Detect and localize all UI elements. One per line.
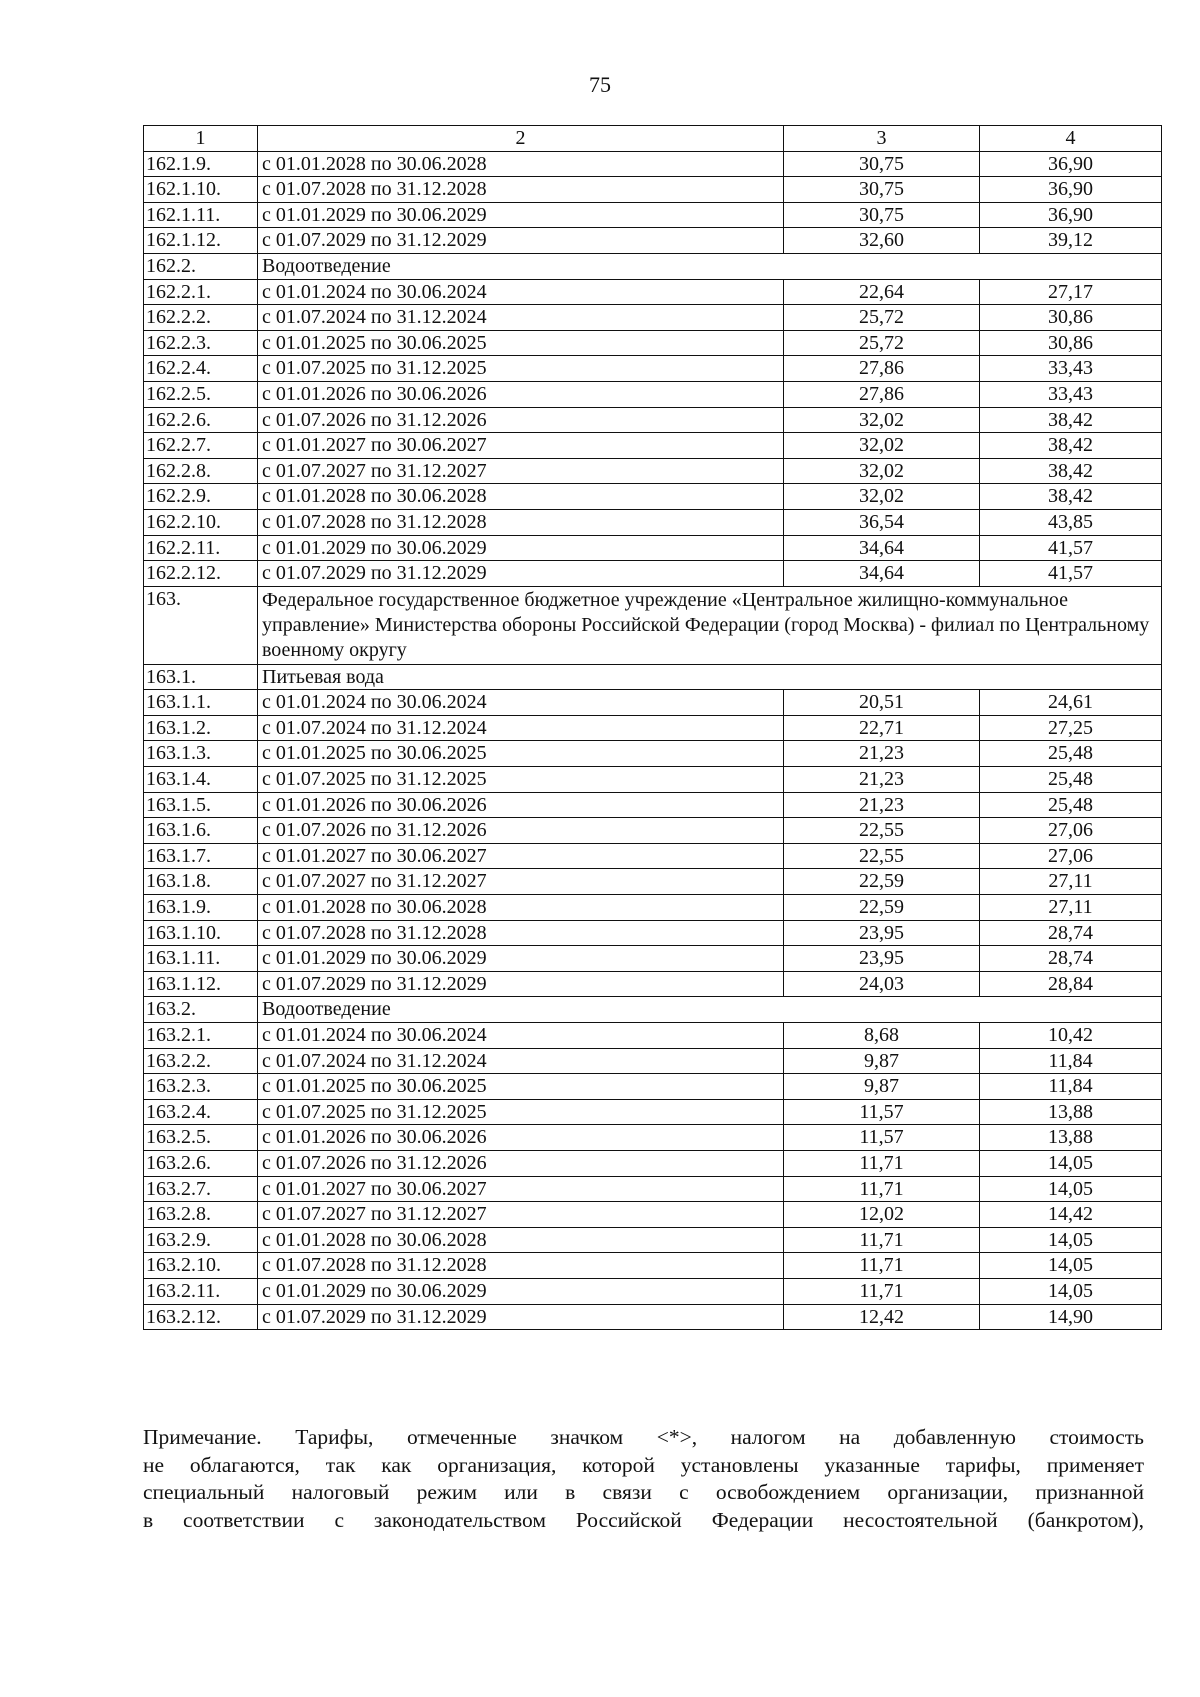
- tariff-value-cell: 20,51: [784, 690, 980, 716]
- tariff-value-cell: 30,75: [784, 177, 980, 203]
- tariff-value-cell: 25,72: [784, 330, 980, 356]
- table-row: [144, 1202, 1162, 1228]
- tariff-vat-value-cell: 28,74: [980, 946, 1162, 972]
- section-row: [144, 586, 1162, 664]
- row-number-cell: 163.2.12.: [144, 1304, 258, 1330]
- table-row: [144, 1125, 1162, 1151]
- tariff-vat-value-cell: 13,88: [980, 1125, 1162, 1151]
- period-cell: с 01.07.2028 по 31.12.2028: [258, 920, 784, 946]
- tariff-value-cell: 11,71: [784, 1150, 980, 1176]
- tariff-value-cell: 30,75: [784, 151, 980, 177]
- header-cell: 3: [784, 126, 980, 152]
- table-row: [144, 433, 1162, 459]
- tariff-vat-value-cell: 33,43: [980, 381, 1162, 407]
- page-number: 75: [589, 72, 611, 97]
- table-row: [144, 920, 1162, 946]
- tariff-value-cell: 27,86: [784, 381, 980, 407]
- table-row: [144, 869, 1162, 895]
- tariff-vat-value-cell: 38,42: [980, 458, 1162, 484]
- tariff-value-cell: 32,02: [784, 458, 980, 484]
- tariff-value-cell: 32,02: [784, 407, 980, 433]
- tariff-vat-value-cell: 27,17: [980, 279, 1162, 305]
- tariff-value-cell: 11,57: [784, 1099, 980, 1125]
- period-cell: с 01.07.2024 по 31.12.2024: [258, 305, 784, 331]
- table-row: [144, 330, 1162, 356]
- period-cell: с 01.07.2024 по 31.12.2024: [258, 715, 784, 741]
- row-number-cell: 162.2.12.: [144, 561, 258, 587]
- tariff-value-cell: 21,23: [784, 741, 980, 767]
- period-cell: с 01.07.2029 по 31.12.2029: [258, 971, 784, 997]
- tariff-value-cell: 32,02: [784, 484, 980, 510]
- row-number-cell: 163.1.9.: [144, 895, 258, 921]
- period-cell: с 01.07.2026 по 31.12.2026: [258, 818, 784, 844]
- row-number-cell: 162.2.9.: [144, 484, 258, 510]
- row-number-cell: 163.2.2.: [144, 1048, 258, 1074]
- period-cell: с 01.01.2029 по 30.06.2029: [258, 946, 784, 972]
- tariff-vat-value-cell: 25,48: [980, 767, 1162, 793]
- period-cell: с 01.01.2029 по 30.06.2029: [258, 202, 784, 228]
- row-number-cell: 163.: [144, 586, 258, 664]
- period-cell: с 01.01.2024 по 30.06.2024: [258, 690, 784, 716]
- table-row: [144, 458, 1162, 484]
- tariff-vat-value-cell: 14,05: [980, 1227, 1162, 1253]
- tariff-value-cell: 34,64: [784, 535, 980, 561]
- period-cell: с 01.01.2024 по 30.06.2024: [258, 279, 784, 305]
- table-row: [144, 1176, 1162, 1202]
- tariff-value-cell: 22,55: [784, 843, 980, 869]
- table-row: [144, 1227, 1162, 1253]
- table-row: [144, 946, 1162, 972]
- tariff-value-cell: 11,71: [784, 1176, 980, 1202]
- row-number-cell: 163.2.5.: [144, 1125, 258, 1151]
- tariff-value-cell: 36,54: [784, 509, 980, 535]
- period-cell: с 01.07.2029 по 31.12.2029: [258, 228, 784, 254]
- tariff-vat-value-cell: 14,05: [980, 1150, 1162, 1176]
- row-number-cell: 163.1.5.: [144, 792, 258, 818]
- row-number-cell: 163.1.7.: [144, 843, 258, 869]
- row-number-cell: 162.2.4.: [144, 356, 258, 382]
- row-number-cell: 162.1.10.: [144, 177, 258, 203]
- table-row: [144, 690, 1162, 716]
- tariff-value-cell: 34,64: [784, 561, 980, 587]
- table-row: [144, 484, 1162, 510]
- table-row: [144, 356, 1162, 382]
- table-row: [144, 792, 1162, 818]
- table-row: [144, 1048, 1162, 1074]
- header-cell: 2: [258, 126, 784, 152]
- note-line: специальный налоговый режим или в связи с освобождением организации, признанной: [143, 1480, 1144, 1504]
- tariff-value-cell: 25,72: [784, 305, 980, 331]
- period-cell: с 01.01.2027 по 30.06.2027: [258, 433, 784, 459]
- tariff-value-cell: 32,60: [784, 228, 980, 254]
- table-row: [144, 1150, 1162, 1176]
- tariff-value-cell: 22,55: [784, 818, 980, 844]
- tariff-value-cell: 11,57: [784, 1125, 980, 1151]
- tariff-value-cell: 11,71: [784, 1278, 980, 1304]
- row-number-cell: 162.1.12.: [144, 228, 258, 254]
- row-number-cell: 162.2.7.: [144, 433, 258, 459]
- table-row: [144, 1304, 1162, 1330]
- table-row: [144, 535, 1162, 561]
- tariff-table: [143, 125, 1162, 1330]
- row-number-cell: 163.2.: [144, 997, 258, 1023]
- tariff-value-cell: 9,87: [784, 1074, 980, 1100]
- row-number-cell: 163.1.11.: [144, 946, 258, 972]
- tariff-vat-value-cell: 13,88: [980, 1099, 1162, 1125]
- row-number-cell: 163.1.6.: [144, 818, 258, 844]
- table-row: [144, 177, 1162, 203]
- header-cell: 1: [144, 126, 258, 152]
- tariff-value-cell: 21,23: [784, 767, 980, 793]
- tariff-vat-value-cell: 28,74: [980, 920, 1162, 946]
- table-row: [144, 279, 1162, 305]
- tariff-value-cell: 22,59: [784, 895, 980, 921]
- tariff-vat-value-cell: 14,05: [980, 1253, 1162, 1279]
- section-row: [144, 997, 1162, 1023]
- period-cell: с 01.07.2025 по 31.12.2025: [258, 1099, 784, 1125]
- table-header-row: [144, 126, 1162, 152]
- period-cell: с 01.01.2027 по 30.06.2027: [258, 1176, 784, 1202]
- tariff-vat-value-cell: 28,84: [980, 971, 1162, 997]
- tariff-vat-value-cell: 11,84: [980, 1048, 1162, 1074]
- row-number-cell: 163.2.10.: [144, 1253, 258, 1279]
- tariff-vat-value-cell: 14,42: [980, 1202, 1162, 1228]
- row-number-cell: 163.2.8.: [144, 1202, 258, 1228]
- tariff-vat-value-cell: 11,84: [980, 1074, 1162, 1100]
- table-row: [144, 151, 1162, 177]
- tariff-vat-value-cell: 36,90: [980, 202, 1162, 228]
- table-row: [144, 228, 1162, 254]
- section-title-cell: Питьевая вода: [258, 664, 1162, 690]
- tariff-value-cell: 27,86: [784, 356, 980, 382]
- row-number-cell: 163.1.8.: [144, 869, 258, 895]
- row-number-cell: 163.2.3.: [144, 1074, 258, 1100]
- row-number-cell: 162.2.5.: [144, 381, 258, 407]
- row-number-cell: 162.2.11.: [144, 535, 258, 561]
- table-row: [144, 767, 1162, 793]
- table-row: [144, 1023, 1162, 1049]
- table-row: [144, 818, 1162, 844]
- row-number-cell: 162.1.11.: [144, 202, 258, 228]
- row-number-cell: 163.1.3.: [144, 741, 258, 767]
- tariff-vat-value-cell: 38,42: [980, 433, 1162, 459]
- tariff-vat-value-cell: 41,57: [980, 535, 1162, 561]
- note-line: в соответствии с законодательством Российской Федерации несостоятельной (банкротом),: [143, 1507, 1144, 1532]
- tariff-value-cell: 11,71: [784, 1227, 980, 1253]
- section-title-cell: Федеральное государственное бюджетное учреждение «Центральное жилищно-коммунальное управление» Министерства обороны Российской Федерации (город Москва) - филиал по Центральному военному округу: [258, 586, 1162, 664]
- tariff-value-cell: 9,87: [784, 1048, 980, 1074]
- row-number-cell: 163.1.4.: [144, 767, 258, 793]
- table-row: [144, 843, 1162, 869]
- period-cell: с 01.01.2025 по 30.06.2025: [258, 741, 784, 767]
- period-cell: с 01.07.2029 по 31.12.2029: [258, 561, 784, 587]
- table-row: [144, 202, 1162, 228]
- period-cell: с 01.07.2025 по 31.12.2025: [258, 356, 784, 382]
- tariff-vat-value-cell: 27,06: [980, 818, 1162, 844]
- table-row: [144, 381, 1162, 407]
- section-title-cell: Водоотведение: [258, 997, 1162, 1023]
- tariff-value-cell: 22,59: [784, 869, 980, 895]
- period-cell: с 01.07.2027 по 31.12.2027: [258, 458, 784, 484]
- row-number-cell: 162.1.9.: [144, 151, 258, 177]
- period-cell: с 01.07.2026 по 31.12.2026: [258, 407, 784, 433]
- period-cell: с 01.01.2028 по 30.06.2028: [258, 484, 784, 510]
- tariff-vat-value-cell: 36,90: [980, 177, 1162, 203]
- tariff-vat-value-cell: 10,42: [980, 1023, 1162, 1049]
- tariff-value-cell: 12,02: [784, 1202, 980, 1228]
- table-row: [144, 741, 1162, 767]
- tariff-vat-value-cell: 33,43: [980, 356, 1162, 382]
- table-row: [144, 715, 1162, 741]
- tariff-vat-value-cell: 41,57: [980, 561, 1162, 587]
- tariff-vat-value-cell: 27,11: [980, 895, 1162, 921]
- tariff-vat-value-cell: 30,86: [980, 305, 1162, 331]
- period-cell: с 01.01.2026 по 30.06.2026: [258, 792, 784, 818]
- period-cell: с 01.07.2026 по 31.12.2026: [258, 1150, 784, 1176]
- row-number-cell: 163.2.9.: [144, 1227, 258, 1253]
- note-line: Примечание. Тарифы, отмеченные значком <*>, налогом на добавленную стоимость: [143, 1425, 1144, 1449]
- table-row: [144, 1074, 1162, 1100]
- row-number-cell: 163.1.1.: [144, 690, 258, 716]
- period-cell: с 01.01.2029 по 30.06.2029: [258, 535, 784, 561]
- period-cell: с 01.07.2028 по 31.12.2028: [258, 177, 784, 203]
- tariff-value-cell: 22,71: [784, 715, 980, 741]
- table-row: [144, 1099, 1162, 1125]
- table-row: [144, 305, 1162, 331]
- row-number-cell: 163.2.7.: [144, 1176, 258, 1202]
- tariff-value-cell: 24,03: [784, 971, 980, 997]
- tariff-vat-value-cell: 30,86: [980, 330, 1162, 356]
- period-cell: с 01.07.2027 по 31.12.2027: [258, 1202, 784, 1228]
- table-row: [144, 509, 1162, 535]
- row-number-cell: 163.1.: [144, 664, 258, 690]
- table-row: [144, 1278, 1162, 1304]
- note-paragraph: [143, 1424, 1144, 1534]
- row-number-cell: 162.2.1.: [144, 279, 258, 305]
- tariff-vat-value-cell: 27,25: [980, 715, 1162, 741]
- period-cell: с 01.07.2024 по 31.12.2024: [258, 1048, 784, 1074]
- row-number-cell: 162.2.10.: [144, 509, 258, 535]
- row-number-cell: 162.2.: [144, 253, 258, 279]
- table-row: [144, 561, 1162, 587]
- row-number-cell: 162.2.8.: [144, 458, 258, 484]
- tariff-vat-value-cell: 24,61: [980, 690, 1162, 716]
- row-number-cell: 163.1.2.: [144, 715, 258, 741]
- tariff-value-cell: 30,75: [784, 202, 980, 228]
- row-number-cell: 163.2.11.: [144, 1278, 258, 1304]
- period-cell: с 01.07.2028 по 31.12.2028: [258, 1253, 784, 1279]
- row-number-cell: 162.2.6.: [144, 407, 258, 433]
- header-cell: 4: [980, 126, 1162, 152]
- row-number-cell: 163.2.4.: [144, 1099, 258, 1125]
- tariff-value-cell: 23,95: [784, 920, 980, 946]
- tariff-vat-value-cell: 38,42: [980, 484, 1162, 510]
- tariff-vat-value-cell: 43,85: [980, 509, 1162, 535]
- tariff-vat-value-cell: 39,12: [980, 228, 1162, 254]
- period-cell: с 01.07.2029 по 31.12.2029: [258, 1304, 784, 1330]
- period-cell: с 01.01.2025 по 30.06.2025: [258, 1074, 784, 1100]
- period-cell: с 01.01.2028 по 30.06.2028: [258, 1227, 784, 1253]
- section-row: [144, 253, 1162, 279]
- tariff-vat-value-cell: 14,90: [980, 1304, 1162, 1330]
- row-number-cell: 162.2.3.: [144, 330, 258, 356]
- tariff-value-cell: 8,68: [784, 1023, 980, 1049]
- tariff-value-cell: 22,64: [784, 279, 980, 305]
- tariff-vat-value-cell: 38,42: [980, 407, 1162, 433]
- tariff-value-cell: 11,71: [784, 1253, 980, 1279]
- tariff-value-cell: 21,23: [784, 792, 980, 818]
- table-row: [144, 895, 1162, 921]
- row-number-cell: 163.1.12.: [144, 971, 258, 997]
- period-cell: с 01.07.2028 по 31.12.2028: [258, 509, 784, 535]
- note-line: не облагаются, так как организация, которой установлены указанные тарифы, применяет: [143, 1452, 1144, 1477]
- table-row: [144, 971, 1162, 997]
- period-cell: с 01.07.2025 по 31.12.2025: [258, 767, 784, 793]
- tariff-vat-value-cell: 25,48: [980, 792, 1162, 818]
- period-cell: с 01.01.2026 по 30.06.2026: [258, 381, 784, 407]
- tariff-vat-value-cell: 14,05: [980, 1176, 1162, 1202]
- period-cell: с 01.01.2028 по 30.06.2028: [258, 151, 784, 177]
- section-row: [144, 664, 1162, 690]
- tariff-vat-value-cell: 14,05: [980, 1278, 1162, 1304]
- tariff-value-cell: 12,42: [784, 1304, 980, 1330]
- row-number-cell: 163.2.6.: [144, 1150, 258, 1176]
- tariff-vat-value-cell: 36,90: [980, 151, 1162, 177]
- tariff-value-cell: 23,95: [784, 946, 980, 972]
- row-number-cell: 162.2.2.: [144, 305, 258, 331]
- section-title-cell: Водоотведение: [258, 253, 1162, 279]
- period-cell: с 01.01.2027 по 30.06.2027: [258, 843, 784, 869]
- row-number-cell: 163.1.10.: [144, 920, 258, 946]
- period-cell: с 01.01.2024 по 30.06.2024: [258, 1023, 784, 1049]
- tariff-vat-value-cell: 25,48: [980, 741, 1162, 767]
- tariff-value-cell: 32,02: [784, 433, 980, 459]
- period-cell: с 01.01.2029 по 30.06.2029: [258, 1278, 784, 1304]
- period-cell: с 01.01.2025 по 30.06.2025: [258, 330, 784, 356]
- period-cell: с 01.01.2026 по 30.06.2026: [258, 1125, 784, 1151]
- table-row: [144, 1253, 1162, 1279]
- row-number-cell: 163.2.1.: [144, 1023, 258, 1049]
- tariff-vat-value-cell: 27,06: [980, 843, 1162, 869]
- table-row: [144, 407, 1162, 433]
- period-cell: с 01.01.2028 по 30.06.2028: [258, 895, 784, 921]
- tariff-vat-value-cell: 27,11: [980, 869, 1162, 895]
- period-cell: с 01.07.2027 по 31.12.2027: [258, 869, 784, 895]
